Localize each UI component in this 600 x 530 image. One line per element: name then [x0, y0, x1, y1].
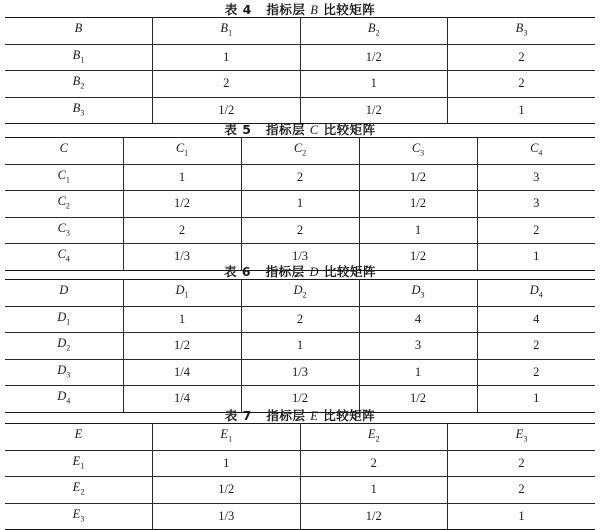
caption-number: 表 5	[224, 122, 252, 137]
comparison-matrix-c	[5, 137, 595, 271]
table-cell: 2	[241, 306, 359, 333]
header-cell: $B_3$	[448, 18, 596, 45]
header-row	[5, 280, 595, 307]
row-header-cell: $C_2$	[5, 191, 123, 218]
table-caption	[5, 264, 595, 279]
row-header-cell: $E_1$	[5, 450, 153, 477]
table-row	[5, 477, 595, 504]
table-cell: 1/2	[153, 477, 301, 504]
table-cell: 4	[359, 306, 477, 333]
table-cell: 2	[448, 450, 596, 477]
table-caption	[5, 408, 595, 423]
table-cell: 1/3	[153, 503, 301, 530]
table-cell: 1/2	[123, 191, 241, 218]
table-cell: 2	[241, 164, 359, 191]
table-row	[5, 191, 595, 218]
caption-number: 表 6	[224, 264, 252, 279]
table-cell: 2	[448, 44, 596, 71]
table-cell: 4	[477, 306, 595, 333]
table-cell: 1	[300, 477, 448, 504]
header-cell: $B_1$	[153, 18, 301, 45]
table-cell: 1/2	[359, 191, 477, 218]
table-cell: 2	[300, 450, 448, 477]
table-cell: 2	[153, 71, 301, 98]
table-cell: 1	[241, 333, 359, 360]
table-cell: 1/3	[123, 244, 241, 271]
table-cell: 1/2	[123, 333, 241, 360]
caption-label: 指标层	[266, 2, 306, 17]
row-header-cell: $C_3$	[5, 217, 123, 244]
caption-variable: B	[310, 3, 319, 17]
header-row	[5, 424, 595, 451]
table-row	[5, 503, 595, 530]
table-cell: 1/2	[300, 97, 448, 124]
table-cell: 2	[477, 333, 595, 360]
caption-label: 指标层	[266, 122, 306, 137]
caption-variable: E	[310, 409, 319, 423]
header-cell: D	[5, 280, 123, 307]
table-cell: 2	[448, 477, 596, 504]
table-cell: 1	[123, 306, 241, 333]
table-row	[5, 164, 595, 191]
header-cell: $C_1$	[123, 138, 241, 165]
caption-suffix: 比较矩阵	[323, 408, 376, 423]
row-header-cell: $C_1$	[5, 164, 123, 191]
table-cell: 1	[300, 71, 448, 98]
caption-label: 指标层	[265, 264, 305, 279]
comparison-matrix-e	[5, 423, 595, 530]
row-header-cell: $D_1$	[5, 306, 123, 333]
table-caption	[5, 122, 595, 137]
table-6-block	[5, 264, 595, 413]
table-cell: 3	[359, 333, 477, 360]
header-cell: $D_3$	[359, 280, 477, 307]
table-cell: 1	[359, 359, 477, 386]
header-cell: $D_2$	[241, 280, 359, 307]
table-cell: 1	[123, 164, 241, 191]
caption-number: 表 4	[224, 2, 252, 17]
table-row	[5, 306, 595, 333]
table-cell: 1/2	[153, 97, 301, 124]
table-cell: 1	[477, 386, 595, 413]
table-cell: 1/2	[359, 164, 477, 191]
table-cell: 1/4	[123, 359, 241, 386]
table-cell: 1/2	[300, 503, 448, 530]
header-cell: $E_1$	[153, 424, 301, 451]
table-5-block	[5, 122, 595, 271]
table-row	[5, 359, 595, 386]
table-7-block	[5, 408, 595, 530]
table-4-block	[5, 2, 595, 124]
table-cell: 1	[448, 503, 596, 530]
table-cell: 1/2	[359, 386, 477, 413]
header-cell: $D_4$	[477, 280, 595, 307]
table-cell: 1	[153, 450, 301, 477]
row-header-cell: $B_1$	[5, 44, 153, 71]
table-row	[5, 71, 595, 98]
row-header-cell: $C_4$	[5, 244, 123, 271]
header-cell: $E_3$	[448, 424, 596, 451]
comparison-matrix-b	[5, 17, 595, 124]
table-cell: 2	[477, 217, 595, 244]
table-cell: 1/3	[241, 359, 359, 386]
row-header-cell: $D_2$	[5, 333, 123, 360]
header-cell: $D_1$	[123, 280, 241, 307]
table-cell: 1/4	[123, 386, 241, 413]
caption-suffix: 比较矩阵	[323, 122, 376, 137]
caption-suffix: 比较矩阵	[323, 264, 376, 279]
row-header-cell: $B_3$	[5, 97, 153, 124]
header-cell: C	[5, 138, 123, 165]
row-header-cell: $D_4$	[5, 386, 123, 413]
table-cell: 3	[477, 191, 595, 218]
header-row	[5, 138, 595, 165]
table-cell: 1	[241, 191, 359, 218]
table-cell: 1/2	[359, 244, 477, 271]
table-cell: 2	[448, 71, 596, 98]
table-cell: 1	[477, 244, 595, 271]
row-header-cell: $E_3$	[5, 503, 153, 530]
header-cell: $E_2$	[300, 424, 448, 451]
row-header-cell: $B_2$	[5, 71, 153, 98]
table-caption	[5, 2, 595, 17]
table-row	[5, 217, 595, 244]
table-cell: 1	[359, 217, 477, 244]
header-cell: E	[5, 424, 153, 451]
table-cell: 2	[123, 217, 241, 244]
caption-label: 指标层	[266, 408, 306, 423]
header-row	[5, 18, 595, 45]
table-cell: 1	[153, 44, 301, 71]
table-cell: 2	[477, 359, 595, 386]
table-row	[5, 450, 595, 477]
caption-suffix: 比较矩阵	[323, 2, 376, 17]
table-cell: 1/2	[300, 44, 448, 71]
table-row	[5, 97, 595, 124]
row-header-cell: $D_3$	[5, 359, 123, 386]
table-cell: 1/2	[241, 386, 359, 413]
table-cell: 1/3	[241, 244, 359, 271]
caption-variable: C	[309, 123, 319, 137]
table-row	[5, 333, 595, 360]
header-cell: $B_2$	[300, 18, 448, 45]
caption-variable: D	[309, 265, 320, 279]
header-cell: B	[5, 18, 153, 45]
table-cell: 1	[448, 97, 596, 124]
caption-number: 表 7	[224, 408, 252, 423]
header-cell: $C_4$	[477, 138, 595, 165]
header-cell: $C_2$	[241, 138, 359, 165]
table-cell: 2	[241, 217, 359, 244]
row-header-cell: $E_2$	[5, 477, 153, 504]
header-cell: $C_3$	[359, 138, 477, 165]
table-row	[5, 44, 595, 71]
comparison-matrix-d	[5, 279, 595, 413]
table-cell: 3	[477, 164, 595, 191]
